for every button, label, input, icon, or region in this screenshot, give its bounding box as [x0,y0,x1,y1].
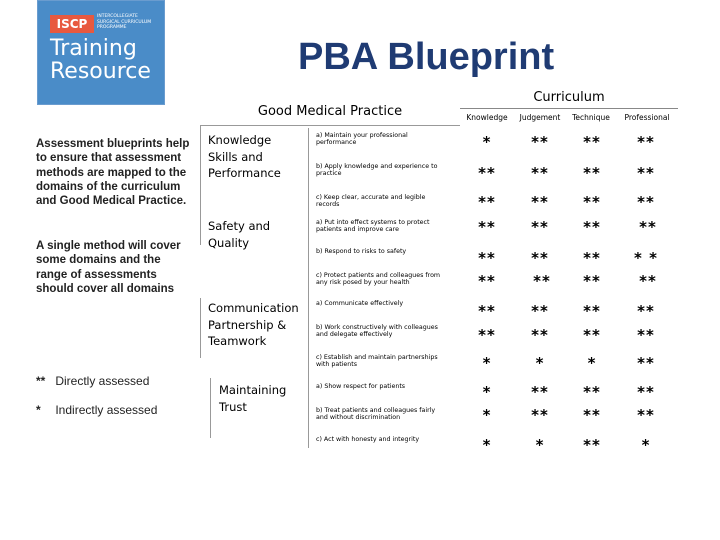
mark-cell: ** [531,326,549,344]
column-professional: Professional [624,113,670,122]
header-rule [200,125,460,126]
curriculum-heading: Curriculum [460,90,678,109]
gmp-left-rule-bottom [210,378,211,438]
row-item: a) Communicate effectively [316,300,404,307]
mark-cell: ** [531,133,549,151]
mark-cell: ** [583,383,601,401]
domain-communication: Communication Partnership & Teamwork [208,301,299,348]
mark-cell: ** [637,354,655,372]
logo-text [50,37,162,83]
description-paragraph-1: Assessment blueprints help to ensure that assessment methods are mapped to the domains of the curriculum and Good Medical Practice. [36,138,190,208]
mark-cell: ** [583,133,601,151]
mark-cell: ** [531,218,549,236]
row-item: b) Work constructively with colleagues and delegate effectively [316,324,438,339]
good-medical-practice-heading: Good Medical Practice [257,104,403,119]
column-judgement: Judgement [519,113,561,122]
mark-cell: * * [634,249,658,267]
logo-line-2: Resource [50,59,151,84]
row-item: b) Treat patients and colleagues fairly and without discrimination [316,407,436,422]
mark-cell: ** [531,406,549,424]
mark-cell: * [482,406,492,424]
row-item: c) Act with honesty and integrity [316,436,420,443]
mark-cell: * [535,354,545,372]
column-technique: Technique [572,113,610,122]
mark-cell: * [641,436,651,454]
mark-cell: ** [639,272,657,290]
mark-cell: ** [639,218,657,236]
legend-indirectly-assessed [36,403,157,417]
row-item: c) Establish and maintain partnerships with patients [316,354,438,369]
mark-cell: * [482,383,492,401]
mark-cell: ** [478,302,496,320]
mark-cell: ** [637,383,655,401]
column-knowledge: Knowledge [466,113,508,122]
mark-cell: ** [478,249,496,267]
mark-cell: ** [531,302,549,320]
legend-label: Directly assessed [55,374,150,388]
mark-cell: * [535,436,545,454]
mark-cell: * [482,354,492,372]
mark-cell: ** [531,193,549,211]
mark-cell: * [482,436,492,454]
row-item: c) Protect patients and colleagues from any risk posed by your health [316,272,441,287]
row-item: b) Apply knowledge and experience to practice [316,163,438,178]
legend-symbol: ** [36,374,46,388]
mark-cell: * [482,133,492,151]
gmp-left-rule [200,125,201,245]
mark-cell: ** [637,326,655,344]
training-resource-logo [37,0,165,105]
mark-cell: ** [583,249,601,267]
mark-cell: ** [637,164,655,182]
domain-knowledge-skills: Knowledge Skills and Performance [208,133,281,180]
mark-cell: ** [531,249,549,267]
logo-line-1: Training [50,36,137,61]
mark-cell: ** [583,436,601,454]
mark-cell: * [587,354,597,372]
mark-cell: ** [583,272,601,290]
logo-small-text: INTERCOLLEGIATE SURGICAL CURRICULUM PROGRAMME [97,14,152,30]
mark-cell: ** [531,164,549,182]
mark-cell: ** [583,218,601,236]
mark-cell: ** [478,193,496,211]
mark-cell: ** [583,193,601,211]
row-item: a) Show respect for patients [316,383,406,390]
mark-cell: ** [637,406,655,424]
mark-cell: ** [478,164,496,182]
mark-cell: ** [637,302,655,320]
mark-cell: ** [583,326,601,344]
mark-cell: ** [637,193,655,211]
row-item: a) Maintain your professional performance [316,132,408,147]
mark-cell: ** [531,383,549,401]
mark-cell: ** [478,272,496,290]
mark-cell: ** [583,406,601,424]
row-item: b) Respond to risks to safety [316,248,407,255]
mark-cell: ** [583,302,601,320]
row-item: c) Keep clear, accurate and legible records [316,194,426,209]
page-title: PBA Blueprint [298,36,555,78]
gmp-inner-rule [308,128,309,448]
mark-cell: ** [478,326,496,344]
mark-cell: ** [637,133,655,151]
legend-label: Indirectly assessed [55,403,158,417]
legend-directly-assessed [36,374,149,388]
logo-badge: ISCP [50,15,94,33]
mark-cell: ** [583,164,601,182]
domain-safety-quality: Safety and Quality [208,219,271,250]
description-paragraph-2: A single method will cover some domains and the range of assessments should cover all domains [36,240,181,295]
gmp-left-rule-lower [200,298,201,358]
mark-cell: ** [533,272,551,290]
mark-cell: ** [478,218,496,236]
legend-symbol: * [36,403,41,417]
row-item: a) Put into effect systems to protect patients and improve care [316,219,430,234]
domain-maintaining-trust: Maintaining Trust [219,383,287,414]
